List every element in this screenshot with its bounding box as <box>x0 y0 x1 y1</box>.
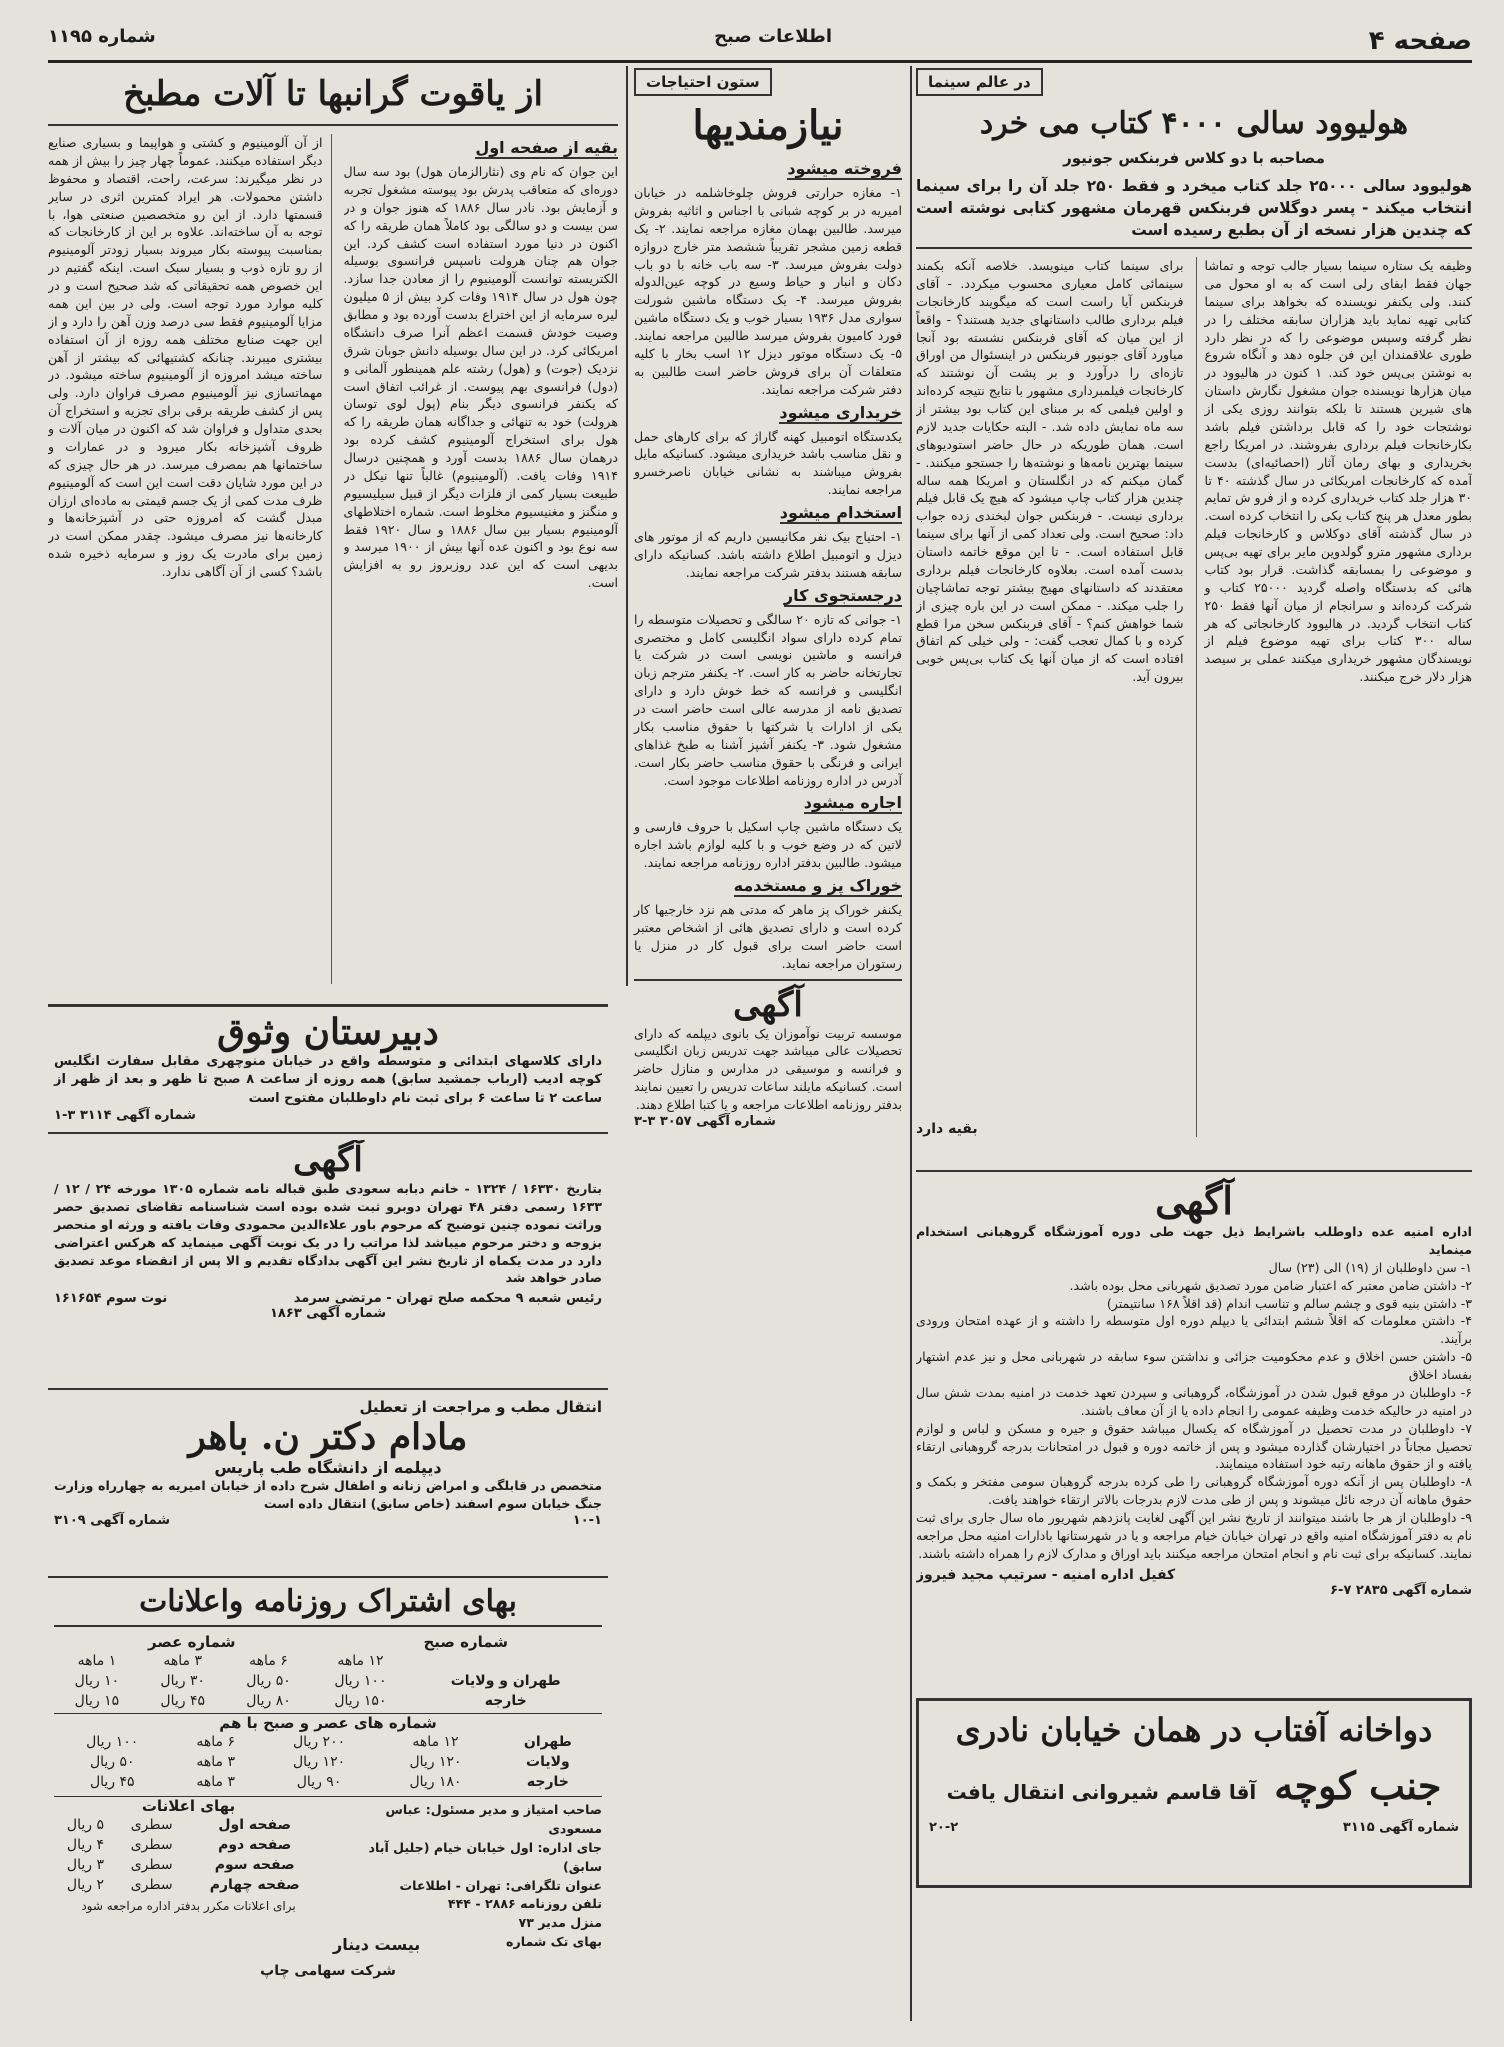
table-cell: ۶ ماهه <box>196 1734 235 1750</box>
pharmacy-ad <box>916 1698 1472 1888</box>
classifieds-section-body: یکدستگاه اتومبیل کهنه گاراژ که برای کارهای حمل و نقل مناسب باشد خریداری میشود. کسانیکه مایل بفروش میباشند به نشانی خیابان ناصرخسرو مراجعه نمایند. <box>634 428 902 498</box>
table-cell: ۴۵ ریال <box>89 1774 135 1790</box>
table-cell: ۱۲ ماهه <box>412 1734 459 1750</box>
classifieds-sections <box>634 155 902 973</box>
table-cell: طهران و ولایات <box>450 1673 561 1689</box>
aluminium-article <box>48 68 618 998</box>
amniyeh-notice-sign: کفیل اداره امنیه - سرتیپ مجید فیروز <box>916 1566 1176 1583</box>
pharmacy-line-2a: جنب کوچه <box>1274 1763 1442 1808</box>
cinema-column-1: وظیفه یک ستاره سینما بسیار جالب توجه و تماشا جهان فقط ابفای رلی است که به او محول می کنند. ولی یکنفر نویسنده که بخواهد برای سینما کتابی تهیه نماید باید هزاران سابقه مختلف را در نظر گرفته وسپس موضوعی را که در نظر دارد طوری علاقمندان این فن جلوه دهد و آنگاه شروع به نوشتن بی‌پس خود کند. ۱ کنون در هالیوود در میان هزارها نویسنده جوان مشغول نگارش داستان های شیرین هستند تا بلکه بتوانند روزی یکی از نوشتجات خود را که قابل برداشتن فیلم باشد بکارخانجات فیلم برداری بفروشند. در امریکا راجع بخریداری و بهای رمان آثار (احصائیه‌ای) بدست آمده که کارخانجات امریکائی در سال گذشته ۴۰ تا ۳۰ هزار جلد کتاب خریداری کرده و از فرو ش تمایم بطور معدل هر پنج کتاب یکی را انتخاب کرده است. در سال گذشته آقای دوکلاس و کارخانجات فیلم برداری مشهور مترو گولدوین مایر برای تهیه بی‌پس و موضوعی را بمسابقه گذاشت. قرار بود کتاب هائی که بدستگاه واصله گردید ۲۵۰۰۰ کتاب و شرکت کرده‌اند و سرانجام از میان آنها فقط ۲۵۰ کتاب انتخاب گردید. در هالیوود کارخانجاتی که هر ساله ۳۰۰ کتاب برای تهیه موضوع فیلم از نویسندگان مشهور خریداری میکنند عملی بر سیصد هزار دلار خرج میکنند. <box>1196 257 1473 1137</box>
table-cell: ۳ ماهه <box>196 1774 235 1790</box>
aluminium-continued-tab: بقیه از صفحه اول <box>475 138 618 157</box>
table-row <box>54 1875 323 1895</box>
table-cell: صفحه چهارم <box>209 1877 300 1893</box>
school-title: دبیرستان وثوق <box>217 1011 439 1053</box>
aluminium-title: از یاقوت گرانبها تا آلات مطبخ <box>48 68 618 126</box>
table-cell: ۱۵ ریال <box>74 1693 120 1709</box>
amniyeh-notice-foot: شماره آگهی ۲۸۳۵ ۷-۶ <box>1330 1582 1472 1598</box>
cinema-continued: بقیه دارد <box>916 1121 978 1137</box>
doctor-degree: دیپلمه از دانشگاه طب پاریس <box>214 1458 442 1477</box>
table-cell: ۱۰۰ ریال <box>334 1673 387 1689</box>
subscription-price: بیست دینار <box>333 1935 421 1955</box>
table-cell: ۱۸۰ ریال <box>409 1774 462 1790</box>
table-cell: ۴۵ ریال <box>160 1693 206 1709</box>
table-cell: ۵۰ ریال <box>89 1754 135 1770</box>
table-row <box>54 1651 602 1671</box>
table-cell: ۱۰۰ ریال <box>86 1734 139 1750</box>
aluminium-column-1: این جوان که نام وی (نثارالزمان هول) بود سه سال دوره‌ای که متعاقب پدرش بود پیوسته مشغول تجربه و آزمایش بود. نادر سال ۱۸۸۶ که هنوز جوان و در سن بیست و دو سالگی بود کاملاً همان طریقه را که اکنون در دنیا مورد استفاده است کشف کرد. این جوان هم چنان هرولت ناسپس فرانسوی بوسیله الکتریسته توانست آلومینیوم را از معادن جدا سازد. چون هول در سال ۱۹۱۴ وفات کرد بیش از ۵ میلیون لیره سرمایه از این اختراع بدست آورده بود و مطابق وصیت خودش قسمت اعظم آنرا صرف دانشگاه امریکائی کرد. در این سال بوسیله دانش جوبان شرق نزدیک (جوت) و (هول) رشته علم همینطور آلمانی و (دول) فرانسوی بهم پیوست. از غرائب اتفاق است که یکنفر فرانسوی دیگر بنام (پول لوی توسان هرولت) خود به تنهائی و جداگانه همان طریقه را که هول برای استخراج آلومینیوم کشف کرده بود درهمان سال ۱۸۸۶ بدست آورد و همچنین درسال ۱۹۱۴ وفات یافت. (آلومینیوم) غالباً تنها نیکل در طبیعت بسیار کمی از فلزات دیگر از قبیل سیلیسیوم و منگنز و مغنیسیوم مخلوط است. شماره اختلاطهای آلومینیوم بسیار بین سال ۱۸۸۶ و سال ۱۹۲۰ فقط سه نوع بود و اکنون عده آنها بیش از ۱۹۰۰ میرسد و بدیهی است که این عدد روزبروز رو به افزایش است. <box>343 164 618 591</box>
amniyeh-notice-intro: اداره امنیه عده داوطلب باشرایط ذیل جهت طی دوره آموزشگاه گروهبانی استخدام مینماید <box>916 1224 1472 1257</box>
subscription-both: شماره های عصر و صبح با هم <box>54 1713 602 1732</box>
table-cell: سطری <box>130 1837 173 1853</box>
table-cell: خارجه <box>526 1774 569 1790</box>
inheritance-notice <box>48 1140 608 1390</box>
table-cell: سطری <box>130 1877 173 1893</box>
subscription-ads: بهای اعلانات <box>141 1797 236 1815</box>
paper-name: اطلاعات صبح <box>714 26 832 47</box>
table-cell: ۴ ریال <box>66 1837 104 1853</box>
classifieds-section-heading: خوراک پز و مستخدمه <box>733 876 902 895</box>
classifieds-column <box>630 68 906 1978</box>
school-body: دارای کلاسهای ابتدائی و متوسطه واقع در خیابان منوچهری مقابل سفارت انگلیس کوچه ادیب (ارباب جمشید سابق) همه روزه از ساعت ۸ صبح تا ظهر و بعد از ظهر از ساعت ۲ تا ساعت ۶ برای ثبت نام داوطلبان مفتوح است <box>54 1054 602 1106</box>
table-cell: ۱۲۰ ریال <box>293 1754 346 1770</box>
table-cell: طهران <box>523 1734 572 1750</box>
subscription-phone-2: منزل مدیر ۷۳ <box>518 1915 602 1931</box>
table-row <box>54 1815 323 1835</box>
table-cell: ۳ ماهه <box>163 1653 203 1669</box>
aluminium-column-2: از آن آلومینیوم و کشتی و هواپیما و بسیاری صنایع دیگر استفاده میکنند. عموماً چهار چیز را بیش از همه در نظر میگیرند: سرعت، راحت، اقتصاد و محفوظ داشتن محمولات. هر ایراد کمترین اثری در سایر قسمتها دارد. از این رو متخصصین صنعتی هوا، با توجه به آن ساخته‌اند. علاوه بر این از کارخانجات که بمناسبت پیوسته بکار میروند بسیار زودتر آلومینیوم از رو تازه ذوب و بسیار سبک است. اینکه گفتیم در این خصوص همه تحقیقاتی که شد صحیح است و در کلیه موارد مورد توجه است. ولی در بین این همه مزایا آلومینیوم فقط سی درصد وزن آهن را دارد و از این جهت صنایع مختلف همه روزه از آن استفاده بیشتری میبرند. چنانکه کشتیهائی که بیشتر از آهن ساخته میشد امروزه از آلومینیوم ساخته میشود. در مهماتسازی نیز آلومینیوم مصرف فراوان دارد. ولی پس از کشف طریقه برقی برای تجزیه و استخراج آن بحدی متداول و فراوان شد که اکنون در میان آلات و ظروف آشپزخانه بکار میرود و در عمارات و ساختمانها هم بمصرف میرسد. در هر حال چیزی که در این مورد شایان دقت است این است که آلومینیوم ظرف مدت کمی از یک جسم قیمتی به ماده‌ای ارزان مبدل گشت که امروزه حتی در آشپزخانه‌ها و کارخانه‌ها نیز مصرف میشود. چقدر ممکن است در زمین برای مادرت یک روز و سرمایه ذخیره شده باشد؟ کسی از آن آگاهی ندارد. <box>48 134 332 984</box>
classifieds-ad-title: آگهی <box>733 984 803 1025</box>
table-cell: ۵۰ ریال <box>246 1673 291 1689</box>
subscription-phone: تلفن روزنامه ۲۸۸۶ - ۴۴۴ <box>447 1896 602 1912</box>
pharmacy-line-1: دواخانه آفتاب در همان خیابان نادری <box>955 1711 1433 1749</box>
subscription-telegraph: عنوان تلگرافی: تهران - اطلاعات <box>399 1877 602 1893</box>
subscription-morning: شماره صبح <box>423 1633 509 1651</box>
classifieds-ad-body: موسسه تربیت نوآموزان یک بانوی دیپلمه که دارای تحصیلات عالی میباشد جهت تدریس زبان انگلیسی و فرانسه و موسیقی در مدارس و منازل حاضر است. کسانیکه مایلند ساعات تدریس را تعیین نمایند بدفتر روزنامه اطلاعات مراجعه و یا کتبا اطلاع دهند. <box>634 1025 902 1112</box>
school-foot: شماره آگهی ۳۱۱۴ ۳-۱ <box>54 1108 196 1124</box>
table-row <box>54 1671 602 1691</box>
table-cell: ۱۲ ماهه <box>337 1653 384 1669</box>
subscription-table-3 <box>54 1815 323 1895</box>
doctor-name: مادام دکتر ن. باهر <box>188 1416 468 1458</box>
table-cell: خارجه <box>484 1693 527 1709</box>
subscription-evening: شماره عصر <box>147 1633 236 1651</box>
doctor-foot-code: ۱۰-۱ <box>572 1512 602 1528</box>
amniyeh-notice-item: ۸- داوطلبان پس از آنکه دوره آموزشگاه گروهبانی را طی کرده بدرجه گروهبان سومی مفتخر و بکمک و حقوق ماهانه آن درجه نائل میشوند و پس از طی مدت لازم بدرجات بالاتر ارتقاء خواهند یافت. <box>916 1474 1472 1508</box>
subscription-printer: شرکت سهامی چاپ <box>260 1963 396 1980</box>
table-cell: ۱۲۰ ریال <box>409 1754 462 1770</box>
cinema-lead: هولیوود سالی ۲۵۰۰۰ جلد کتاب میخرد و فقط ۲۵۰ جلد آن را برای سینما انتخاب میکند - پسر دوگلاس فربنکس قهرمان مشهور کتابی نوشته است که چندین هزار نسخه از آن بطبع رسیده است <box>916 175 1472 249</box>
inheritance-notice-body: بتاریخ ۱۶۳۳۰ / ۱۳۲۴ - خانم دبابه سعودی طبق قباله نامه شماره ۱۳۰۵ مورخه ۲۴ / ۱۲ / ۱۶۳۳ رسمی دفتر ۴۸ تهران دوبرو ثبت شده بوده است شناسنامه تقاضای تصدیق حصر وراثت نموده چنین توضیح که مرحوم باور علاءالدین محمودی وفات یافته و ورثه او منحصر بزوجه و دختر مرحوم میباشد لذا مراتب را در یک نوبت آگهی مینماید که هرکس اعتراضی دارد در مدت یکماه از تاریخ نشر این آگهی بدادگاه تقدیم و الا پس از انقضاء موعد تصدیق صادر خواهد شد <box>54 1181 602 1286</box>
cinema-article <box>916 68 1472 1158</box>
classifieds-section-body: ۱- مغازه حرارتی فروش چلوخاشلمه در خیابان امیریه در بر کوچه شبانی با اجناس و اثاثیه بفروش میرسد. طالبین بهمان مغازه مراجعه نمایند. ۲- یک قطعه زمین مشجر تقریباً ششصد متر خارج دروازه دولت بفروش میرسد. ۳- سه باب خانه با دو باب دکان و انبار و حیاط وسیع در کوچه عین‌الدوله بفروش میرسد. ۴- یک دستگاه ماشین شورلت سواری مدل ۱۹۳۶ بسیار خوب و یک دستگاه ماشین فورد کامیون بفروش میرسد طالبین مراجعه نمایند. ۵- یک دستگاه موتور دیزل ۱۲ اسب بخار با کلیه متعلقات آن برای فروش حاضر است طالبین به دفتر شرکت مراجعه نمایند. <box>634 185 903 397</box>
table-row <box>54 1772 602 1792</box>
subscription-title: بهای اشتراک روزنامه واعلانات <box>139 1584 517 1619</box>
amniyeh-notice-title: آگهی <box>1155 1178 1233 1223</box>
doctor-foot-number: شماره آگهی ۳۱۰۹ <box>54 1512 171 1528</box>
table-row <box>54 1855 323 1875</box>
doctor-body: متخصص در قابلگی و امراض زنانه و اطفال شرح داده از خیابان امیریه به چهارراه وزارت جنگ خیابان سوم اسفند (خاص سابق) انتقال داده است <box>54 1478 602 1511</box>
table-cell: صفحه دوم <box>218 1837 292 1853</box>
cinema-title: هولیوود سالی ۴۰۰۰ کتاب می خرد <box>979 106 1409 141</box>
subscription-address: جای اداره: اول خیابان خیام (جلیل آباد سابق) <box>368 1839 602 1874</box>
classifieds-section-body: ۱- احتیاج بیک نفر مکانیسین داریم که از موتور های دیزل و اتومبیل اطلاع داشته باشد. کسانیکه دارای سابقه هستند بدفتر شرکت مراجعه نمایند. <box>634 529 902 580</box>
table-cell: ۶ ماهه <box>249 1653 288 1669</box>
amniyeh-notice-item: ۲- داشتن ضامن معتبر که اعتبار ضامن مورد تصدیق شهربانی محل بوده باشد. <box>1069 1277 1472 1293</box>
pharmacy-foot-code: ۲۰-۲ <box>929 1820 959 1835</box>
amniyeh-notice-item: ۵- داشتن حسن اخلاق و عدم محکومیت جزائی و نداشتن سوء سابقه در شهربانی محل و نیز عدم اشتهار بفساد اخلاق <box>916 1349 1472 1382</box>
inheritance-notice-sign-1: نوت سوم ۱۶۱۶۵۴ <box>54 1291 168 1307</box>
doctor-ad-top: انتقال مطب و مراجعت از تعطیل <box>359 1398 602 1416</box>
amniyeh-notice-item: ۹- داوطلبان از هر جا باشند میتوانند از تاریخ نشر این آگهی لغایت پانزدهم شهریور ماه سال جاری برای ثبت نام به دفتر آموزشگاه امنیه واقع در تهران خیابان خیام مراجعه و یا در شهرستانها بادارات امنیه محل مراجعه نمایند. کسانیکه برای ثبت نام و انجام امتحان مراجعه میکنند باید اوراق و مدارک لازم را همراه داشته باشند. <box>916 1510 1472 1561</box>
subscription-box <box>48 1584 608 1984</box>
subscription-owner: صاحب امتیاز و مدیر مسئول: عباس مسعودی <box>385 1802 602 1836</box>
inheritance-notice-foot: شماره آگهی ۱۸۶۳ <box>269 1306 387 1322</box>
amniyeh-notice-item: ۳- داشتن بنیه قوی و چشم سالم و تناسب اندام (قد اقلاً ۱۶۸ سانتیمتر) <box>1106 1295 1472 1311</box>
pharmacy-foot-number: شماره آگهی ۳۱۱۵ <box>1342 1820 1459 1835</box>
amniyeh-notice-item: ۱- سن داوطلبان از (۱۹) الی (۲۳) سال <box>1268 1259 1472 1275</box>
table-row <box>54 1835 323 1855</box>
classifieds-section-heading: خریداری میشود <box>779 402 902 422</box>
table-cell: ۱۵۰ ریال <box>334 1693 387 1709</box>
table-row <box>54 1691 602 1711</box>
inheritance-notice-title: آگهی <box>293 1140 363 1180</box>
classifieds-section-heading: استخدام میشود <box>779 503 902 522</box>
classifieds-section-body: ۱- جوانی که تازه ۲۰ سالگی و تحصیلات متوسطه را تمام کرده دارای سواد انگلیسی کامل و مختصری فرانسه و ماشین نویسی است در شرکت یا تجارتخانه حاضر به کار است. ۲- یکنفر مترجم زبان انگلیسی و فرانسه که خط خوش دارد و دارای تصدیق نامه از مدرسه عالی است حاضر است در یکی از ادارات یا شرکتها با حقوق مناسب بکار مشغول شود. ۳- یکنفر آشپز آشنا به طبخ غذاهای ایرانی و فرنگی با حقوق مناسب حاضر بکار است. آدرس در اداره روزنامه اطلاعات موجود است. <box>634 611 903 788</box>
classifieds-ad <box>634 979 902 1129</box>
table-cell <box>409 1651 602 1671</box>
school-ad <box>48 1004 608 1134</box>
table-row <box>54 1752 602 1772</box>
amniyeh-notice <box>916 1170 1472 1690</box>
table-cell: ۸۰ ریال <box>246 1693 291 1709</box>
page-label: صفحه ۴ <box>1368 26 1472 56</box>
subscription-table-2 <box>54 1732 602 1792</box>
table-cell: ۱ ماهه <box>77 1653 117 1669</box>
cinema-tab: در عالم سینما <box>916 68 1043 96</box>
subscription-table-1 <box>54 1651 602 1711</box>
classifieds-ad-foot: شماره آگهی ۳۰۵۷ ۳-۳ <box>634 1113 776 1129</box>
subscription-note: برای اعلانات مکرر بدفتر اداره مراجعه شود <box>81 1899 296 1913</box>
table-cell: ۳ ریال <box>66 1857 104 1873</box>
classifieds-section-heading: فروخته میشود <box>787 159 902 178</box>
classifieds-section-body: یک دستگاه ماشین چاپ اسکیل با حروف فارسی و لاتین که در وضع خوب و با کلیه لوازم باشد اجاره میشود. طالبین بدفتر اداره روزنامه مراجعه نمایند. <box>634 819 902 871</box>
table-row <box>54 1732 602 1752</box>
cinema-column-2: برای سینما کتاب مینویسد. خلاصه آنکه بکمند سینمائی کامل معیاری محسوب میکردد. - آقای فربنکس آیا راست است که میگویند کارخانجات فیلم برداری طالب داستانهای جدید هستند؟ - واقعاً از این میان که آقای فربنکس نشسته بود آنجا میاورد آقای جونیور فربنکس در اینسئوال من اوراق تازه‌ای را درآورد و بر پشت آن نوشتند که کارخانجات فیلمبرداری مشهور با نتایج نتیجه کرده‌اند و اولین فیلمی که بر مبنای این کتاب بود بیشتر از سه ماه نمایش داده شد. - البته حکایات جدید لازم است. همان طوریکه در حال حاضر استودیوهای سینما بهترین نامه‌ها و نوشته‌ها را جستجو میکنند. - گمان میکنم که در انگلستان و امریکا همه ساله چندین هزار کتاب چاپ میشود که هیچ یک قابل فیلم برداری نیست. - فربنکس جوان لبخندی زده جواب داد: صحیح است. ولی تعداد کمی از آنها برای سینما قابل استفاده است. - تا این موقع خاتمه داستان بدست آمده است. بعلاوه کارخانجات فیلم برداری معتقدند که داستانهای مهیج بیشتر توجه تماشاچیان را جلب میکند. - ممکن است در این باره چیزی از شما خواهش کنم؟ - آقای فربنکس سخن مرا قطع کرده و با کمال تعجب گفت: - ولی خیلی کم اتفاق افتاده است که از میان آنها یک کتاب بی‌پس خوبی بیرون آید. <box>916 258 1184 685</box>
table-cell: صفحه سوم <box>214 1857 295 1873</box>
classifieds-tab: ستون احتیاجات <box>634 68 772 96</box>
amniyeh-notice-item: ۴- داشتن معلومات که اقلاً ششم ابتدائی یا دیپلم دوره اول متوسطه را داشته و از عهده امتحان ورودی برآیند. <box>916 1313 1472 1347</box>
doctor-ad <box>48 1396 608 1578</box>
table-cell: ولایات <box>526 1754 570 1770</box>
amniyeh-notice-item: ۶- داوطلبان در موقع قبول شدن در آموزشگاه، گروهبانی و سپردن تعهد خدمت در امنیه بمدت شش سال در امنیه در حالیکه خدمت وظیفه عمومی را انجام داده یا از آن معاف باشند. <box>916 1384 1472 1418</box>
column-rule <box>910 66 912 2021</box>
table-cell: ۲ ریال <box>66 1877 104 1893</box>
subscription-single: بهای تک شماره <box>506 1934 602 1950</box>
table-cell: ۳ ماهه <box>196 1754 235 1770</box>
classifieds-section-heading: درجستجوی کار <box>783 585 902 605</box>
cinema-subtitle: مصاحبه با دو کلاس فربنکس جونیور <box>1063 149 1325 167</box>
table-cell: ۳۰ ریال <box>160 1673 206 1689</box>
table-cell: سطری <box>130 1817 173 1833</box>
classifieds-section-body: یکنفر خوراک پز ماهر که مدتی هم نزد خارجیها کار کرده است و دارای تصدیق هائی از اشخاص معتبر است حاضر است برای قبول کار در منزل یا رستوران مراجعه نماید. <box>634 902 902 971</box>
table-cell: ۲۰۰ ریال <box>293 1734 346 1750</box>
page-header <box>48 22 1472 63</box>
inheritance-notice-sign-2: رئیس شعبه ۹ محکمه صلح تهران - مرتضی سرمد <box>293 1291 602 1307</box>
table-cell: ۱۰ ریال <box>74 1673 120 1689</box>
newspaper-page <box>48 22 1472 2027</box>
table-cell: ۵ ریال <box>66 1817 104 1833</box>
table-cell: سطری <box>130 1857 173 1873</box>
column-rule <box>626 66 628 986</box>
issue-number: شماره ۱۱۹۵ <box>48 26 156 47</box>
amniyeh-notice-item: ۷- داوطلبان در مدت تحصیل در آموزشگاه که یکسال میباشد حقوق و جیره و مسکن و لباس و لوازم تحصیل مجاناً در اختیارشان گذارده میشود و پس از خاتمه دوره و قبول در امتحانات بدرجه گروهبانی ارتقاء یافته و از حقوق ماهانه رتبه خود استفاده مینمایند. <box>916 1420 1472 1472</box>
amniyeh-notice-items <box>916 1259 1472 1563</box>
pharmacy-line-2b: آقا قاسم شیروانی انتقال یافت <box>946 1780 1257 1804</box>
classifieds-title: نیازمندیها <box>692 102 844 149</box>
table-cell: ۹۰ ریال <box>296 1774 342 1790</box>
table-cell: صفحه اول <box>218 1817 292 1833</box>
classifieds-section-heading: اجاره میشود <box>803 793 902 813</box>
